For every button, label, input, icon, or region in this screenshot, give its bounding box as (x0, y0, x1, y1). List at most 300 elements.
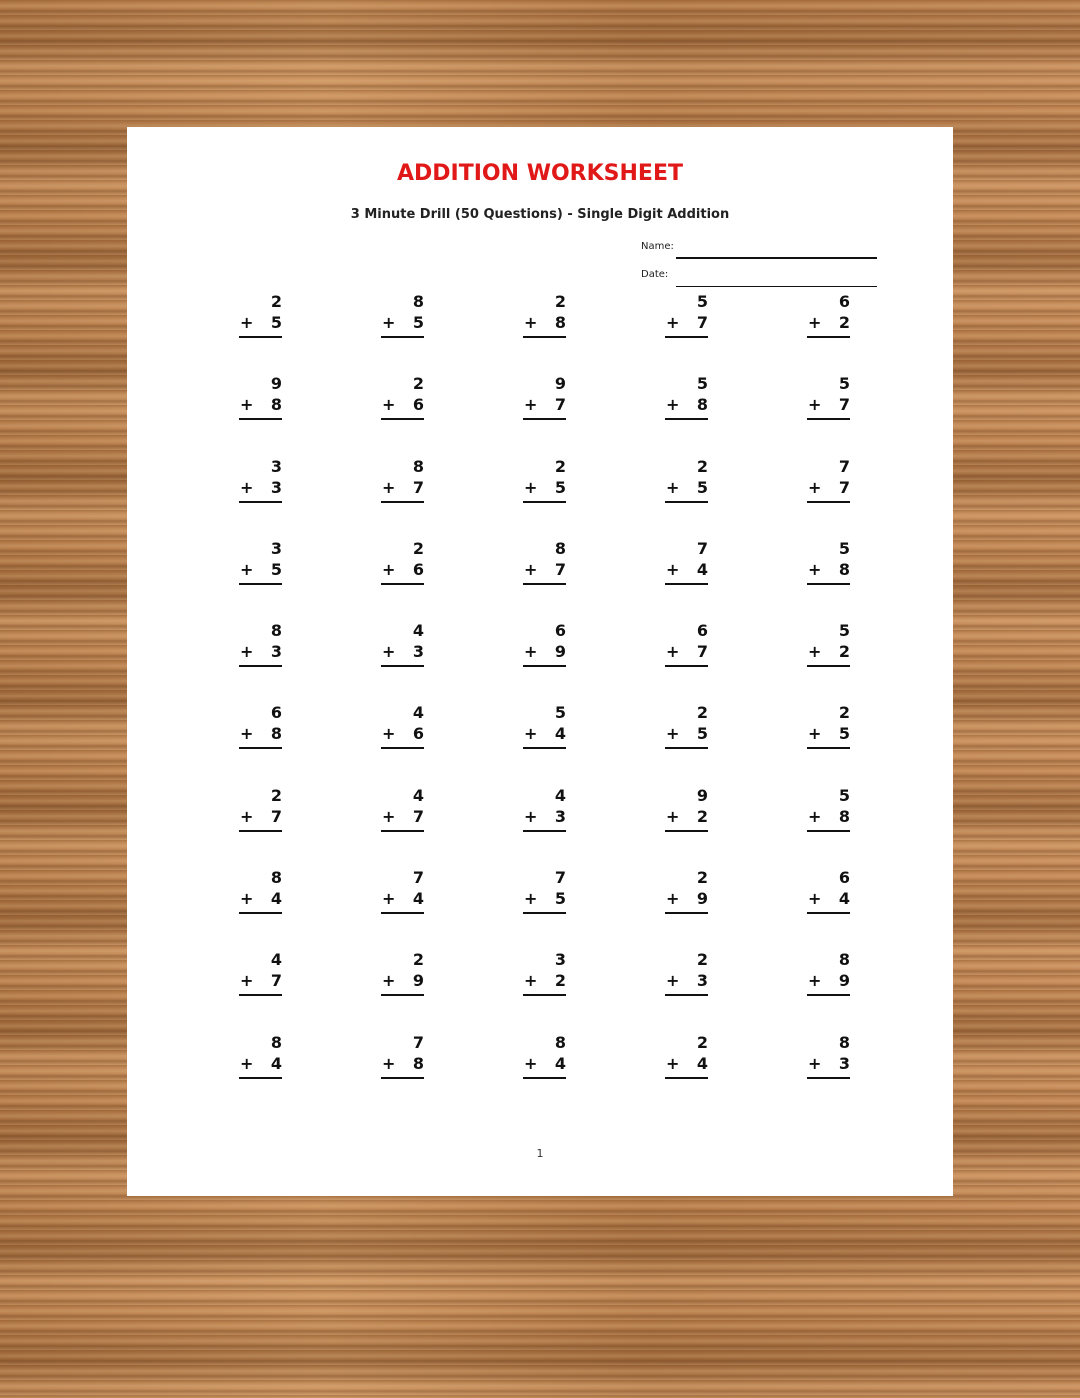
second-addend-row (224, 561, 282, 579)
first-addend: 2 (412, 950, 424, 970)
worksheet-subtitle: 3 Minute Drill (50 Questions) - Single Digit Addition (350, 207, 730, 222)
second-addend: 7 (838, 395, 850, 415)
second-addend-row (224, 808, 282, 826)
first-addend: 7 (696, 538, 708, 558)
answer-line (381, 418, 424, 420)
second-addend-row (650, 479, 708, 497)
first-addend: 3 (270, 538, 282, 558)
second-addend: 7 (412, 477, 424, 497)
first-addend: 6 (838, 868, 850, 888)
plus-sign: + (240, 313, 254, 332)
addition-problem[interactable] (366, 702, 424, 752)
addition-problem[interactable] (792, 949, 850, 999)
first-addend: 9 (696, 785, 708, 805)
date-line (676, 286, 877, 287)
second-addend: 5 (554, 477, 566, 497)
first-addend: 8 (838, 950, 850, 970)
answer-line (807, 1077, 850, 1079)
plus-sign: + (524, 889, 538, 909)
answer-line (239, 665, 282, 667)
addition-problem[interactable] (366, 538, 424, 588)
first-addend: 3 (270, 456, 282, 476)
second-addend-row (366, 314, 424, 332)
first-addend: 8 (412, 292, 424, 311)
answer-line (381, 665, 424, 667)
answer-line (381, 912, 424, 914)
second-addend-row (366, 479, 424, 497)
second-addend-row (508, 972, 566, 990)
date-field[interactable] (641, 267, 877, 287)
first-addend: 5 (838, 374, 850, 394)
addition-problem[interactable] (366, 867, 424, 917)
second-addend: 5 (554, 889, 566, 909)
answer-line (665, 994, 708, 996)
plus-sign: + (240, 395, 254, 415)
plus-sign: + (666, 806, 680, 826)
addition-problem[interactable] (366, 785, 424, 835)
name-line (676, 257, 877, 259)
plus-sign: + (666, 313, 680, 332)
page-number: 1 (536, 1147, 544, 1160)
second-addend-row (650, 972, 708, 990)
plus-sign: + (524, 313, 538, 332)
addition-problem[interactable] (650, 1032, 708, 1082)
addition-problem[interactable] (366, 620, 424, 670)
plus-sign: + (382, 559, 396, 579)
plus-sign: + (666, 559, 680, 579)
answer-line (807, 583, 850, 585)
plus-sign: + (240, 477, 254, 497)
second-addend: 5 (412, 313, 424, 332)
plus-sign: + (240, 889, 254, 909)
second-addend-row (650, 643, 708, 661)
addition-problem[interactable] (224, 538, 282, 588)
second-addend: 2 (696, 806, 708, 826)
addition-problem[interactable] (366, 456, 424, 506)
addition-problem[interactable] (366, 949, 424, 999)
plus-sign: + (524, 559, 538, 579)
second-addend-row (792, 396, 850, 414)
addition-problem[interactable] (650, 620, 708, 670)
addition-problem[interactable] (650, 538, 708, 588)
second-addend-row (792, 314, 850, 332)
problem-row (208, 949, 918, 1031)
addition-problem[interactable] (792, 456, 850, 506)
second-addend: 5 (696, 477, 708, 497)
first-addend: 2 (696, 456, 708, 476)
second-addend: 4 (838, 889, 850, 909)
first-addend: 4 (412, 621, 424, 641)
second-addend: 8 (838, 806, 850, 826)
problem-row (208, 702, 918, 784)
first-addend: 8 (270, 1032, 282, 1052)
second-addend: 4 (270, 1053, 282, 1073)
addition-problem[interactable] (224, 291, 282, 341)
answer-line (239, 1077, 282, 1079)
second-addend: 4 (412, 889, 424, 909)
second-addend-row (366, 972, 424, 990)
addition-problem[interactable] (792, 291, 850, 341)
answer-line (807, 665, 850, 667)
answer-line (523, 583, 566, 585)
addition-problem[interactable] (650, 291, 708, 341)
answer-line (381, 583, 424, 585)
plus-sign: + (666, 724, 680, 744)
second-addend: 2 (554, 971, 566, 991)
answer-line (807, 747, 850, 749)
second-addend: 3 (554, 806, 566, 826)
addition-problem[interactable] (224, 867, 282, 917)
plus-sign: + (808, 313, 822, 332)
plus-sign: + (808, 971, 822, 991)
second-addend-row (650, 561, 708, 579)
first-addend: 7 (554, 868, 566, 888)
second-addend: 7 (554, 559, 566, 579)
addition-problem[interactable] (650, 785, 708, 835)
addition-problem[interactable] (508, 373, 566, 423)
addition-problem[interactable] (366, 1032, 424, 1082)
answer-line (523, 830, 566, 832)
answer-line (523, 994, 566, 996)
problem-row (208, 1032, 918, 1114)
addition-problem[interactable] (366, 291, 424, 341)
first-addend: 6 (696, 621, 708, 641)
second-addend: 8 (412, 1053, 424, 1073)
first-addend: 6 (270, 703, 282, 723)
problem-row (208, 291, 918, 373)
addition-problem[interactable] (792, 867, 850, 917)
second-addend: 7 (270, 971, 282, 991)
addition-problem[interactable] (650, 702, 708, 752)
second-addend-row (366, 396, 424, 414)
second-addend: 7 (696, 642, 708, 662)
first-addend: 8 (554, 538, 566, 558)
first-addend: 2 (412, 374, 424, 394)
second-addend: 7 (696, 313, 708, 332)
second-addend-row (366, 1055, 424, 1073)
plus-sign: + (524, 724, 538, 744)
second-addend-row (508, 725, 566, 743)
second-addend-row (224, 314, 282, 332)
answer-line (381, 1077, 424, 1079)
answer-line (239, 336, 282, 338)
answer-line (523, 418, 566, 420)
addition-problem[interactable] (224, 702, 282, 752)
plus-sign: + (240, 642, 254, 662)
answer-line (807, 830, 850, 832)
first-addend: 7 (412, 1032, 424, 1052)
plus-sign: + (240, 1053, 254, 1073)
answer-line (239, 994, 282, 996)
problem-row (208, 456, 918, 538)
answer-line (665, 747, 708, 749)
first-addend: 9 (554, 374, 566, 394)
addition-problem[interactable] (792, 1032, 850, 1082)
name-field[interactable] (641, 239, 877, 259)
second-addend: 4 (696, 559, 708, 579)
first-addend: 5 (696, 292, 708, 311)
second-addend: 3 (270, 642, 282, 662)
first-addend: 2 (696, 1032, 708, 1052)
second-addend: 9 (696, 889, 708, 909)
plus-sign: + (666, 1053, 680, 1073)
first-addend: 4 (412, 785, 424, 805)
plus-sign: + (808, 806, 822, 826)
plus-sign: + (808, 1053, 822, 1073)
addition-problem[interactable] (650, 373, 708, 423)
plus-sign: + (240, 724, 254, 744)
addition-problem[interactable] (508, 785, 566, 835)
answer-line (239, 747, 282, 749)
second-addend-row (508, 890, 566, 908)
first-addend: 7 (412, 868, 424, 888)
second-addend-row (792, 725, 850, 743)
answer-line (807, 994, 850, 996)
addition-problem[interactable] (650, 456, 708, 506)
answer-line (239, 583, 282, 585)
second-addend: 4 (696, 1053, 708, 1073)
addition-problem[interactable] (366, 373, 424, 423)
plus-sign: + (808, 395, 822, 415)
first-addend: 9 (270, 374, 282, 394)
answer-line (523, 912, 566, 914)
addition-problem[interactable] (508, 291, 566, 341)
plus-sign: + (808, 642, 822, 662)
plus-sign: + (666, 642, 680, 662)
worksheet-page (127, 127, 953, 1196)
second-addend: 2 (838, 313, 850, 332)
addition-problem[interactable] (508, 702, 566, 752)
second-addend: 9 (838, 971, 850, 991)
first-addend: 3 (554, 950, 566, 970)
answer-line (381, 501, 424, 503)
plus-sign: + (240, 806, 254, 826)
plus-sign: + (382, 642, 396, 662)
first-addend: 2 (270, 292, 282, 311)
plus-sign: + (808, 889, 822, 909)
first-addend: 6 (838, 292, 850, 311)
second-addend-row (792, 972, 850, 990)
addition-problem[interactable] (224, 373, 282, 423)
second-addend: 7 (838, 477, 850, 497)
second-addend-row (508, 643, 566, 661)
addition-problem[interactable] (792, 373, 850, 423)
plus-sign: + (524, 1053, 538, 1073)
addition-problem[interactable] (224, 456, 282, 506)
addition-problem[interactable] (508, 867, 566, 917)
second-addend-row (366, 725, 424, 743)
first-addend: 8 (554, 1032, 566, 1052)
problem-row (208, 785, 918, 867)
second-addend: 2 (838, 642, 850, 662)
first-addend: 2 (838, 703, 850, 723)
answer-line (665, 1077, 708, 1079)
second-addend-row (650, 396, 708, 414)
first-addend: 5 (838, 621, 850, 641)
plus-sign: + (524, 395, 538, 415)
answer-line (523, 501, 566, 503)
answer-line (665, 583, 708, 585)
second-addend-row (650, 1055, 708, 1073)
addition-problem[interactable] (650, 867, 708, 917)
answer-line (381, 994, 424, 996)
second-addend-row (224, 1055, 282, 1073)
first-addend: 6 (554, 621, 566, 641)
second-addend-row (366, 808, 424, 826)
addition-problem[interactable] (224, 620, 282, 670)
date-label: Date: (641, 269, 669, 280)
first-addend: 5 (838, 785, 850, 805)
plus-sign: + (666, 889, 680, 909)
second-addend-row (650, 314, 708, 332)
second-addend: 5 (838, 724, 850, 744)
answer-line (523, 747, 566, 749)
second-addend: 7 (412, 806, 424, 826)
addition-problem[interactable] (792, 785, 850, 835)
second-addend: 8 (696, 395, 708, 415)
second-addend-row (508, 314, 566, 332)
plus-sign: + (666, 971, 680, 991)
problem-row (208, 538, 918, 620)
addition-problem[interactable] (792, 702, 850, 752)
second-addend-row (792, 479, 850, 497)
first-addend: 8 (270, 621, 282, 641)
problem-grid (208, 291, 918, 1114)
answer-line (239, 501, 282, 503)
answer-line (239, 830, 282, 832)
first-addend: 7 (838, 456, 850, 476)
plus-sign: + (666, 477, 680, 497)
second-addend-row (366, 643, 424, 661)
first-addend: 4 (554, 785, 566, 805)
second-addend: 7 (270, 806, 282, 826)
second-addend-row (650, 890, 708, 908)
answer-line (381, 830, 424, 832)
second-addend-row (508, 396, 566, 414)
first-addend: 2 (554, 456, 566, 476)
plus-sign: + (382, 724, 396, 744)
addition-problem[interactable] (792, 620, 850, 670)
second-addend-row (650, 725, 708, 743)
second-addend: 6 (412, 724, 424, 744)
second-addend: 5 (270, 559, 282, 579)
addition-problem[interactable] (224, 1032, 282, 1082)
answer-line (523, 1077, 566, 1079)
addition-problem[interactable] (650, 949, 708, 999)
addition-problem[interactable] (508, 538, 566, 588)
second-addend-row (224, 396, 282, 414)
answer-line (381, 747, 424, 749)
second-addend-row (366, 561, 424, 579)
plus-sign: + (382, 313, 396, 332)
plus-sign: + (524, 806, 538, 826)
plus-sign: + (240, 971, 254, 991)
first-addend: 8 (270, 868, 282, 888)
second-addend: 5 (696, 724, 708, 744)
second-addend-row (366, 890, 424, 908)
plus-sign: + (382, 477, 396, 497)
first-addend: 4 (412, 703, 424, 723)
first-addend: 2 (696, 703, 708, 723)
problem-row (208, 867, 918, 949)
second-addend-row (508, 561, 566, 579)
second-addend: 3 (270, 477, 282, 497)
addition-problem[interactable] (224, 785, 282, 835)
answer-line (523, 336, 566, 338)
second-addend: 4 (270, 889, 282, 909)
second-addend-row (224, 972, 282, 990)
answer-line (523, 665, 566, 667)
second-addend-row (792, 561, 850, 579)
second-addend: 4 (554, 1053, 566, 1073)
second-addend: 3 (412, 642, 424, 662)
answer-line (665, 912, 708, 914)
name-label: Name: (641, 241, 674, 252)
second-addend-row (508, 808, 566, 826)
plus-sign: + (382, 395, 396, 415)
addition-problem[interactable] (792, 538, 850, 588)
second-addend-row (224, 643, 282, 661)
second-addend: 9 (554, 642, 566, 662)
second-addend: 6 (412, 395, 424, 415)
problem-row (208, 373, 918, 455)
second-addend-row (224, 725, 282, 743)
addition-problem[interactable] (508, 456, 566, 506)
first-addend: 2 (270, 785, 282, 805)
second-addend: 3 (838, 1053, 850, 1073)
answer-line (665, 665, 708, 667)
second-addend: 5 (270, 313, 282, 332)
answer-line (807, 912, 850, 914)
first-addend: 5 (554, 703, 566, 723)
first-addend: 8 (412, 456, 424, 476)
first-addend: 5 (838, 538, 850, 558)
plus-sign: + (524, 642, 538, 662)
second-addend: 9 (412, 971, 424, 991)
second-addend-row (792, 1055, 850, 1073)
answer-line (665, 336, 708, 338)
plus-sign: + (808, 477, 822, 497)
first-addend: 2 (554, 292, 566, 311)
second-addend: 4 (554, 724, 566, 744)
answer-line (807, 418, 850, 420)
second-addend-row (792, 808, 850, 826)
addition-problem[interactable] (508, 949, 566, 999)
first-addend: 5 (696, 374, 708, 394)
first-addend: 8 (838, 1032, 850, 1052)
plus-sign: + (666, 395, 680, 415)
second-addend: 8 (554, 313, 566, 332)
second-addend-row (792, 890, 850, 908)
answer-line (239, 912, 282, 914)
second-addend: 8 (270, 395, 282, 415)
plus-sign: + (524, 971, 538, 991)
plus-sign: + (382, 806, 396, 826)
addition-problem[interactable] (508, 620, 566, 670)
second-addend-row (650, 808, 708, 826)
worksheet-title: ADDITION WORKSHEET (397, 161, 683, 186)
answer-line (381, 336, 424, 338)
second-addend: 6 (412, 559, 424, 579)
answer-line (239, 418, 282, 420)
second-addend-row (508, 1055, 566, 1073)
addition-problem[interactable] (508, 1032, 566, 1082)
answer-line (807, 501, 850, 503)
second-addend-row (508, 479, 566, 497)
second-addend: 7 (554, 395, 566, 415)
answer-line (665, 501, 708, 503)
addition-problem[interactable] (224, 949, 282, 999)
